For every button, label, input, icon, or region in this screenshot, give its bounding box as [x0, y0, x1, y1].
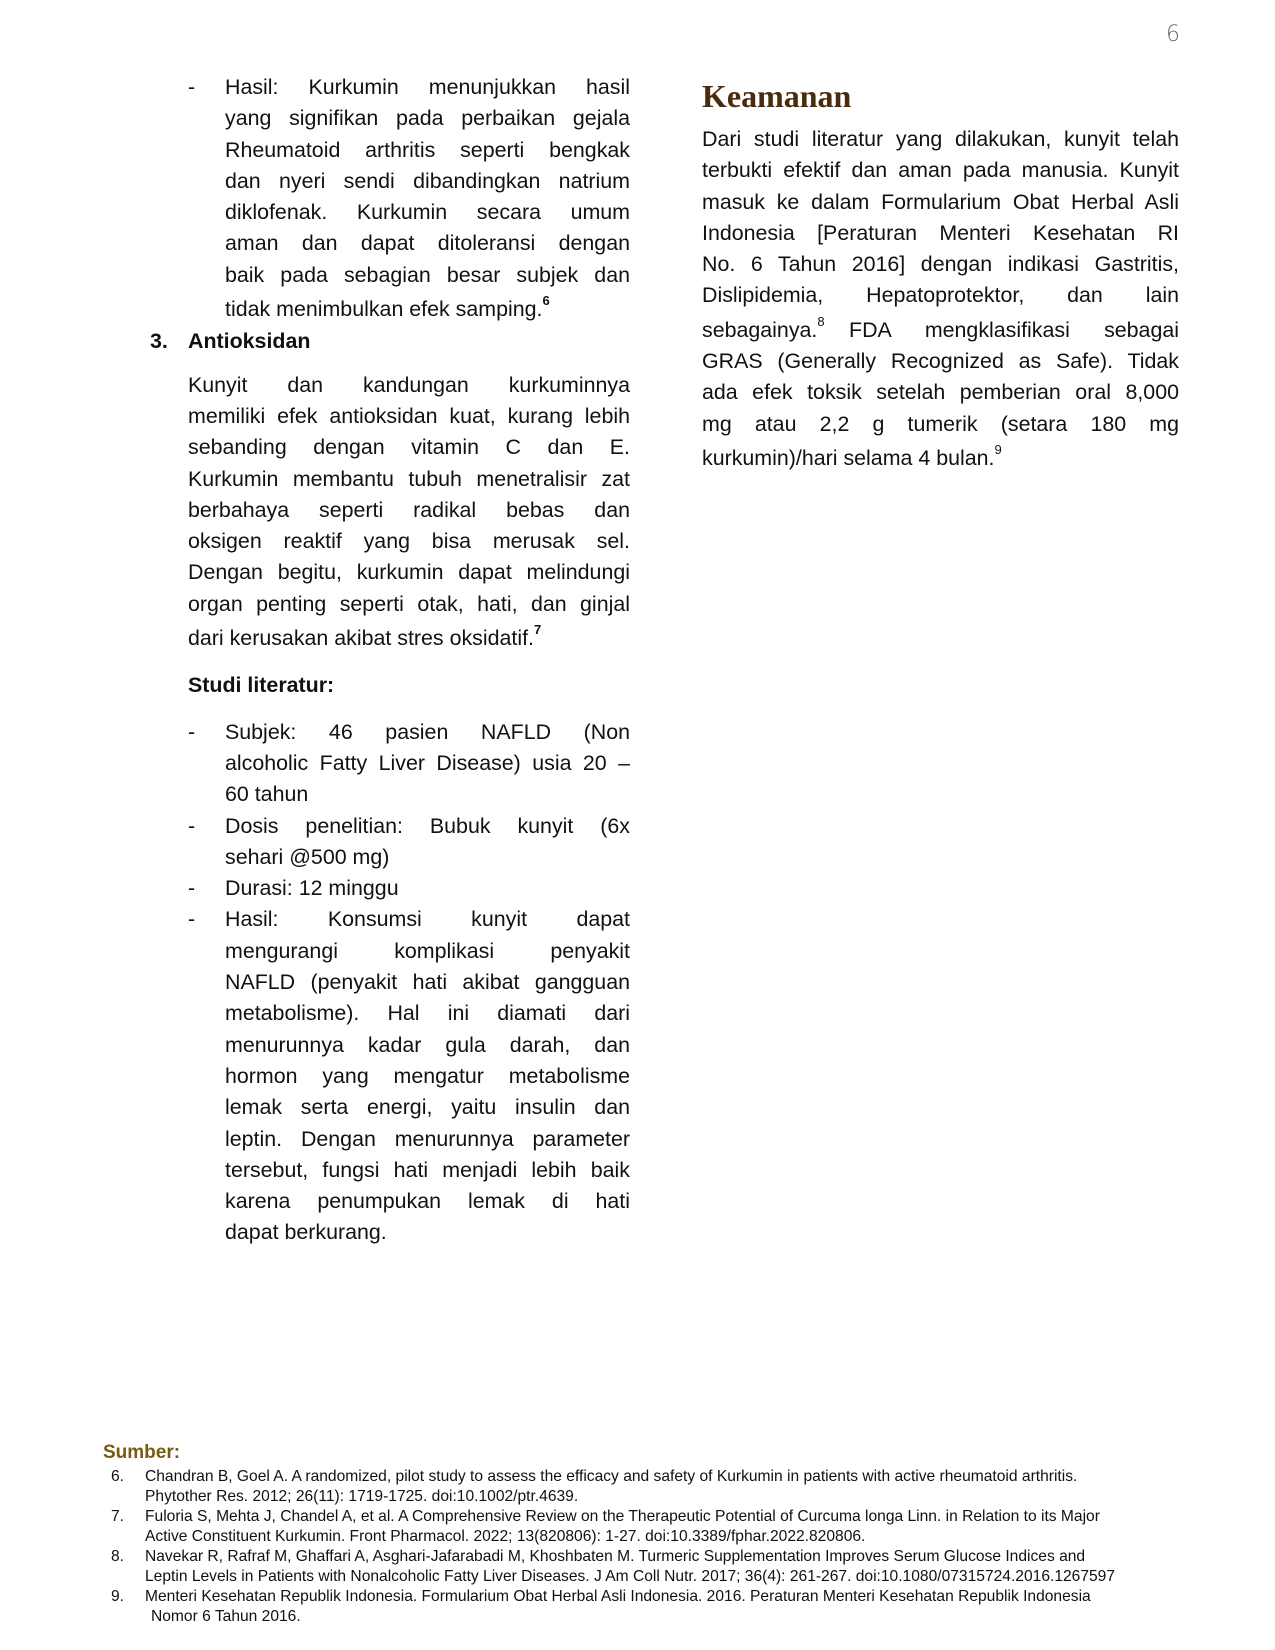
- text-line: Hasil: Kurkumin menunjukkan hasil: [225, 75, 630, 99]
- text-line: alcoholic Fatty Liver Disease) usia 20 –: [225, 750, 630, 775]
- reference-line: Nomor 6 Tahun 2016.: [151, 1608, 301, 1625]
- reference-line: Navekar R, Rafraf M, Ghaffari A, Asghari-Jafarabadi M, Khoshbaten M. Turmeric Supplementation Improves Serum Glucose Indices and: [145, 1548, 1086, 1565]
- text-line: Durasi: 12 minggu: [225, 876, 399, 901]
- section-heading-keamanan: Keamanan: [702, 78, 852, 114]
- text-line: mg atau 2,2 g tumerik (setara 180 mg: [702, 411, 1179, 436]
- study-literature-heading: Studi literatur:: [188, 673, 335, 698]
- section-title: Antioksidan: [188, 329, 311, 354]
- text-line: [702, 440, 1179, 474]
- text-line: No. 6 Tahun 2016] dengan indikasi Gastritis,: [702, 252, 1179, 277]
- study-list: [146, 717, 630, 1249]
- bullet-dash: -: [188, 719, 196, 744]
- citation-ref: 8: [817, 313, 825, 329]
- antioksidan-paragraph: [146, 370, 630, 655]
- text-line: Indonesia [Peraturan Menteri Kesehatan RI: [702, 220, 1179, 245]
- reference-item: [103, 1467, 1183, 1507]
- text-fragment: FDA mengklasifikasi sebagai: [849, 317, 1179, 342]
- text-line: leptin. Dengan menurunnya parameter: [225, 1126, 630, 1151]
- bullet-dash: -: [188, 876, 196, 901]
- sources-title: Sumber:: [103, 1442, 181, 1463]
- text-line: dan nyeri sendi dibandingkan natrium: [225, 168, 630, 193]
- reference-line: Fuloria S, Mehta J, Chandel A, et al. A Comprehensive Review on the Therapeutic Potential of Curcuma longa Linn. in Relation to its Major: [145, 1508, 1100, 1525]
- text-line: sehari @500 mg): [225, 844, 390, 869]
- text-line: oksigen reaktif yang bisa merusak sel.: [188, 529, 630, 554]
- text-line-content: tidak menimbulkan efek samping.: [225, 297, 543, 322]
- text-line: tersebut, fungsi hati menjadi lebih baik: [225, 1157, 630, 1182]
- reference-item: [103, 1507, 1183, 1547]
- text-line-content: [702, 315, 825, 346]
- citation-ref: 6: [542, 292, 550, 308]
- right-column: [702, 78, 1179, 474]
- text-line: metabolisme). Hal ini diamati dari: [225, 1001, 630, 1026]
- text-line: yang signifikan pada perbaikan gejala: [225, 106, 630, 131]
- text-line: Dislipidemia, Hepatoprotektor, dan lain: [702, 283, 1179, 308]
- sources-section: [103, 1441, 1183, 1627]
- reference-line: Phytother Res. 2012; 26(11): 1719-1725. doi:10.1002/ptr.4639.: [145, 1488, 579, 1505]
- reference-item: [103, 1547, 1183, 1587]
- text-line: menurunnya kadar gula darah, dan: [225, 1032, 630, 1057]
- text-line: Subjek: 46 pasien NAFLD (Non: [225, 719, 630, 744]
- text-line: GRAS (Generally Recognized as Safe). Tidak: [702, 349, 1179, 374]
- left-column: [146, 72, 630, 1249]
- reference-line: Chandran B, Goel A. A randomized, pilot study to assess the efficacy and safety of Kurkumin in patients with active rheumatoid arthritis.: [145, 1468, 1078, 1485]
- text-line: sebanding dengan vitamin C dan E.: [188, 435, 630, 460]
- text-line: 60 tahun: [225, 782, 309, 807]
- reference-number: 9.: [111, 1588, 125, 1605]
- text-line: Dari studi literatur yang dilakukan, kunyit telah: [702, 127, 1179, 151]
- study-item-subject: [146, 717, 630, 811]
- study-item-dose: [146, 811, 630, 874]
- text-line: dapat berkurang.: [225, 1220, 387, 1245]
- text-line: terbukti efektif dan aman pada manusia. Kunyit: [702, 158, 1179, 183]
- reference-item: [103, 1587, 1183, 1627]
- text-line: karena penumpukan lemak di hati: [225, 1189, 630, 1214]
- result-bullet-ra: [146, 72, 630, 325]
- citation-ref: 9: [994, 441, 1002, 457]
- text-line-content: dari kerusakan akibat stres oksidatif.: [188, 626, 534, 651]
- text-line-content: kurkumin)/hari selama 4 bulan.: [702, 445, 995, 470]
- reference-line: Active Constituent Kurkumin. Front Pharmacol. 2022; 13(820806): 1-27. doi:10.3389/fphar.2022.820806.: [145, 1528, 866, 1545]
- citation-ref: 7: [533, 621, 542, 637]
- reference-number: 8.: [111, 1548, 125, 1565]
- text-line: Dengan begitu, kurkumin dapat melindungi: [188, 560, 630, 585]
- bullet-dash: -: [188, 907, 196, 932]
- text-line: Kunyit dan kandungan kurkuminnya: [188, 372, 630, 397]
- text-line: [188, 620, 630, 654]
- text-line: [702, 312, 1179, 346]
- text-line: berbahaya seperti radikal bebas dan: [188, 497, 630, 522]
- bullet-dash: -: [188, 813, 196, 838]
- text-line: Kurkumin membantu tubuh menetralisir zat: [188, 466, 630, 491]
- text-line: lemak serta energi, yaitu insulin dan: [225, 1095, 630, 1120]
- reference-number: 7.: [111, 1508, 125, 1525]
- text-line: Hasil: Konsumsi kunyit dapat: [225, 907, 630, 932]
- reference-number: 6.: [111, 1468, 125, 1485]
- text-line: Rheumatoid arthritis seperti bengkak: [225, 137, 630, 162]
- reference-line: Menteri Kesehatan Republik Indonesia. Formularium Obat Herbal Asli Indonesia. 2016. Peraturan Menteri Kesehatan Republik Indonesia: [145, 1588, 1091, 1605]
- text-line: hormon yang mengatur metabolisme: [225, 1063, 630, 1088]
- reference-line: Leptin Levels in Patients with Nonalcoholic Fatty Liver Diseases. J Am Coll Nutr. 2017; 36(4): 261-267. doi:10.1080/07315724.2016.1267597: [145, 1568, 1116, 1585]
- bullet-dash: -: [188, 75, 196, 99]
- page-number: 6: [1166, 22, 1180, 47]
- keamanan-paragraph: [702, 124, 1179, 474]
- text-line: mengurangi komplikasi penyakit: [225, 938, 630, 963]
- text-line: aman dan dapat ditoleransi dengan: [225, 231, 630, 256]
- section-number: 3.: [150, 329, 168, 354]
- text-line: ada efek toksik setelah pemberian oral 8,000: [702, 380, 1179, 405]
- study-item-duration: [146, 873, 630, 904]
- text-line: masuk ke dalam Formularium Obat Herbal Asli: [702, 189, 1179, 214]
- text-line: diklofenak. Kurkumin secara umum: [225, 200, 630, 225]
- text-line: memiliki efek antioksidan kuat, kurang lebih: [188, 403, 630, 428]
- text-line: Dosis penelitian: Bubuk kunyit (6x: [225, 813, 630, 838]
- section-heading-antioksidan: [146, 326, 630, 357]
- text-line: [225, 291, 630, 325]
- text-line: NAFLD (penyakit hati akibat gangguan: [225, 970, 630, 995]
- text-fragment: sebagainya.: [702, 317, 818, 342]
- text-line: organ penting seperti otak, hati, dan ginjal: [188, 591, 630, 616]
- study-item-result: [146, 904, 630, 1248]
- reference-list: [103, 1467, 1183, 1627]
- text-line: baik pada sebagian besar subjek dan: [225, 262, 630, 287]
